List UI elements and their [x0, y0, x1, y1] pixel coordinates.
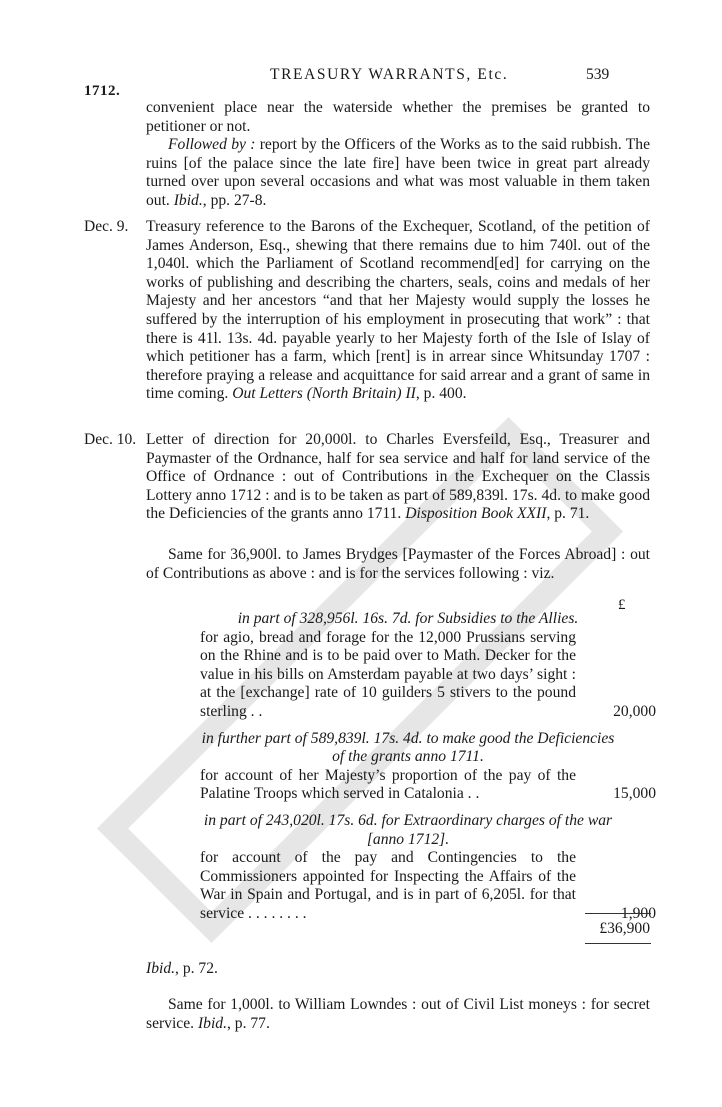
- table-row-amount: 20,000: [613, 702, 656, 720]
- entry-dec9-text: Treasury reference to the Barons of the Exchequer, Scotland, of the petition of James Anderson, Esq., shewing that there remains due to him 740l. out of the 1,040l. which the Parliament of Scotland recommend[ed] for carrying on the works of publishing and describing the charters, seals, coins and medals of her Majesty and her ancestors “and that her Majesty would supply the losses he suffered by the interruption of his employment in prosecuting that work” : that there is 41l. 13s. 4d. payable yearly to her Majesty forth of the Isle of Islay of which petitioner has a farm, which [rent] is in arrear since Whitsunday 1707 : therefore praying a release and acquittance for said arrear and a grant of same in time coming.: [146, 218, 650, 403]
- table-row: [200, 767, 656, 804]
- followed-by-paragraph: [146, 136, 650, 210]
- table-row: [200, 629, 656, 722]
- table-row-description: for account of her Majesty’s proportion of the pay of the Palatine Troops which served in Catalonia . .: [200, 766, 576, 803]
- continuation-paragraph: convenient place near the waterside whether the premises be granted to petitioner or not.: [146, 99, 650, 135]
- table-row-description: for agio, bread and forage for the 12,000 Prussians serving on the Rhine and is to be paid over to Math. Decker for the value in his bills on Amsterdam payable at two days’ sight : at the [exchange] rate of 10 guilders 5 stivers to the pound sterling . .: [200, 628, 576, 720]
- total-rule: [585, 913, 651, 914]
- page-number: 539: [586, 66, 610, 83]
- same-1000-ref-tail: , p. 77.: [226, 1014, 270, 1032]
- same-1000-entry: [146, 996, 650, 1033]
- running-head: TREASURY WARRANTS, Etc.: [270, 66, 509, 83]
- ibid-72-paragraph: [146, 960, 650, 979]
- entry-dec9-paragraph: [146, 218, 650, 404]
- table-heading-extraordinary: in part of 243,020l. 17s. 6d. for Extraordinary charges of the war [anno 1712].: [203, 811, 613, 848]
- table-heading-deficiencies: in further part of 589,839l. 17s. 4d. to make good the Deficiencies of the grants anno 1711.: [201, 729, 615, 766]
- followed-by-label: Followed by :: [168, 136, 256, 154]
- ibid-72-ref: Ibid.: [146, 960, 176, 977]
- entry-dec10-text: Letter of direction for 20,000l. to Charles Eversfeild, Esq., Treasurer and Paymaster of the Ordnance, half for sea service and half for land service of the Office of Ordnance : out of Contributions in the Exchequer on the Classis Lottery anno 1712 : and is to be taken as part of 589,839l. 17s. 4d. to make good the Deficiencies of the grants anno 1711.: [146, 431, 650, 523]
- entry-dec9: [146, 218, 650, 404]
- table-row-description: for account of the pay and Contingencies to the Commissioners appointed for Inspecting the Affairs of the War in Spain and Portugal, and is in part of 6,205l. for that service . . . . . . . .: [200, 849, 576, 922]
- entry-dec9-ref: Out Letters (North Britain) II: [232, 385, 416, 403]
- entry-date-dec9: Dec. 9.: [84, 218, 129, 235]
- currency-symbol: £: [618, 597, 626, 613]
- entry-dec10-paragraph: [146, 431, 650, 524]
- entry-dec10-ref-tail: , p. 71.: [546, 505, 590, 523]
- entry-date-dec10: Dec. 10.: [84, 431, 137, 448]
- entry-dec10-ref: Disposition Book XXII: [405, 505, 547, 523]
- ibid-72: [146, 960, 650, 979]
- followed-by-text: report by the Officers of the Works as to the said rubbish. The ruins [of the palace since the late fire] have been twice in great part already turned over upon several occasions and what was most valuable in them taken out.: [146, 136, 650, 209]
- entry-dec10: [146, 431, 650, 524]
- table-row-amount: 1,900: [620, 904, 656, 922]
- same-1000-paragraph: [146, 996, 650, 1033]
- same-1000-text: Same for 1,000l. to William Lowndes : out of Civil List moneys : for secret service.: [146, 996, 650, 1032]
- entry-dec9-ref-tail: , p. 400.: [415, 385, 467, 403]
- continuation-block: [146, 99, 650, 211]
- margin-year: 1712.: [84, 83, 121, 99]
- ibid-72-tail: , p. 72.: [175, 960, 218, 977]
- followed-by-ref-tail: , pp. 27-8.: [202, 191, 267, 209]
- table-heading-subsidies: in part of 328,956l. 16s. 7d. for Subsidies to the Allies.: [237, 610, 579, 627]
- total-double-rule: [585, 943, 651, 944]
- table-total: £36,900: [599, 920, 650, 937]
- followed-by-ref: Ibid.: [173, 191, 203, 209]
- same-36900-paragraph: Same for 36,900l. to James Brydges [Paymaster of the Forces Abroad] : out of Contributions as above : and is for the services following : viz.: [146, 546, 650, 582]
- same-1000-ref: Ibid.: [197, 1014, 227, 1032]
- same-36900-entry: [146, 546, 650, 583]
- table-row-amount: 15,000: [613, 785, 656, 803]
- services-table: [200, 610, 656, 924]
